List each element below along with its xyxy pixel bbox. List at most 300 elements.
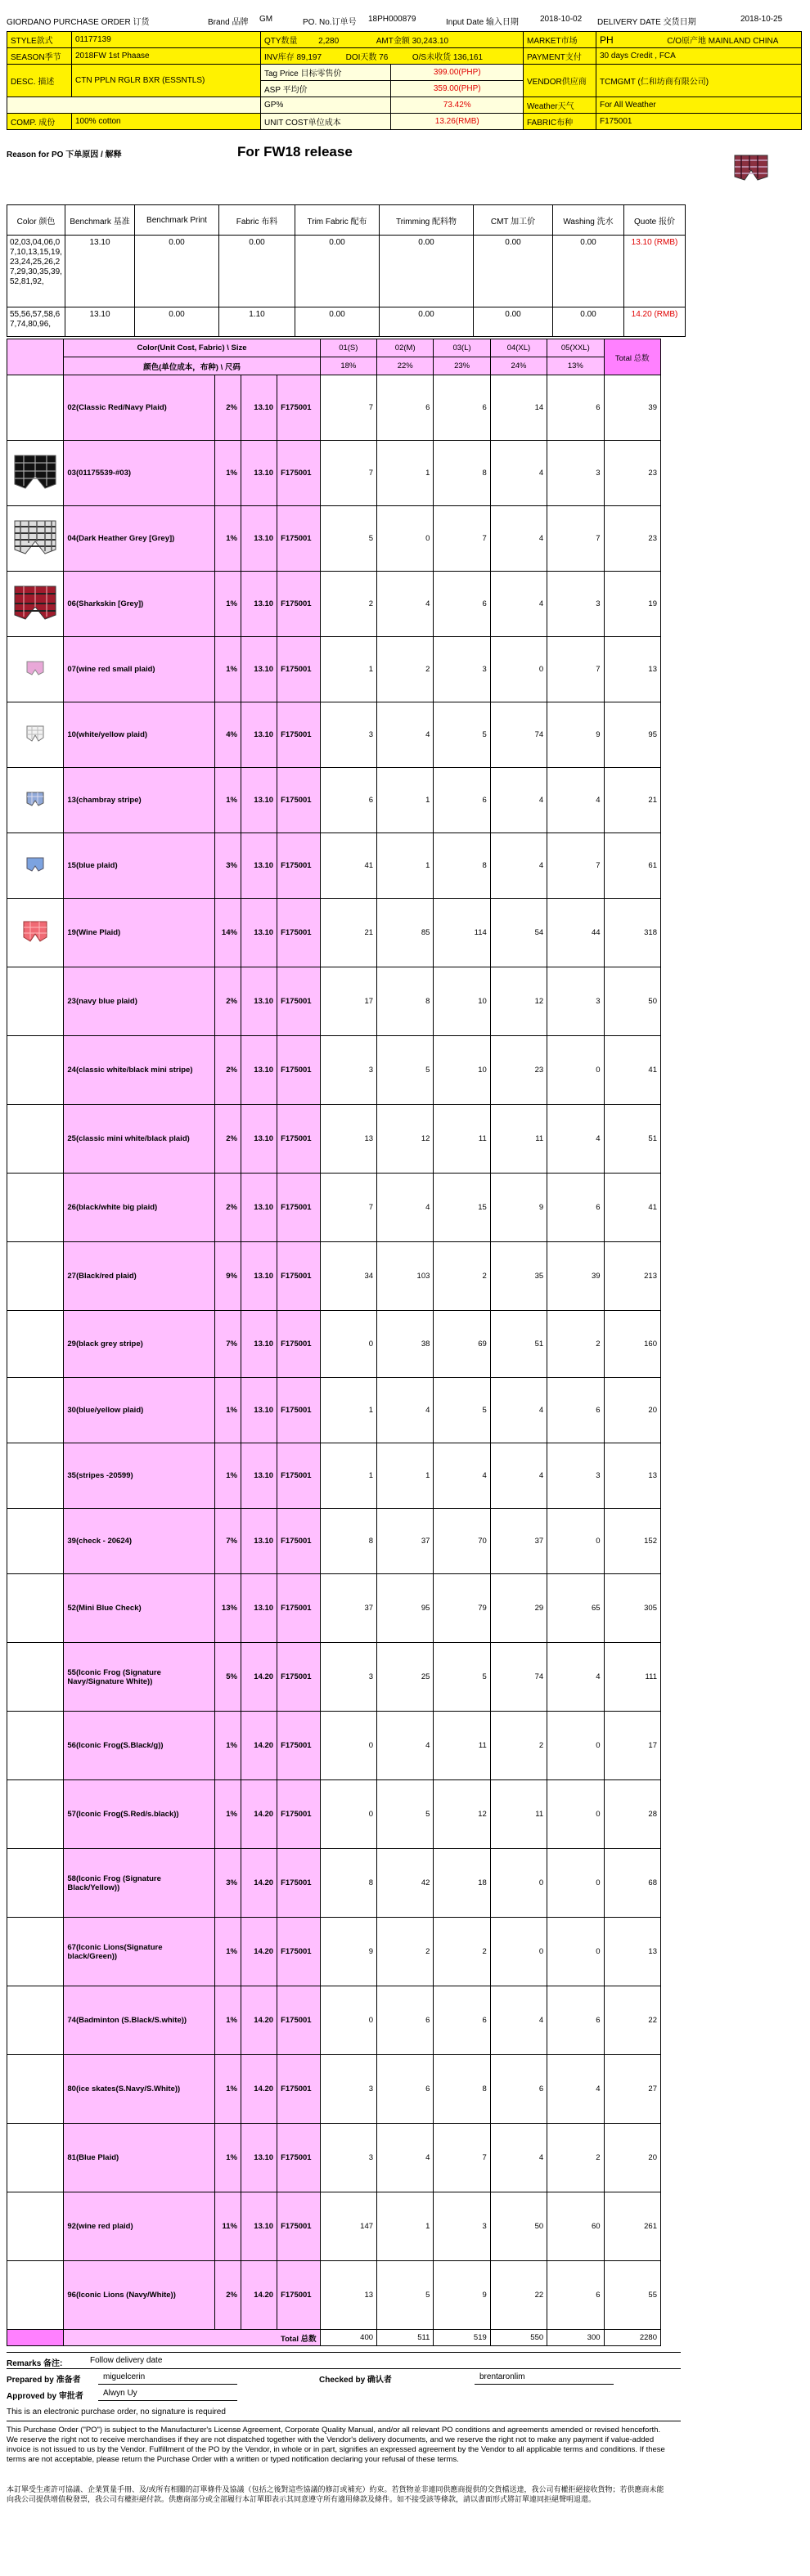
size-qty: 8 <box>377 967 434 1036</box>
color-pct: 1% <box>215 1378 241 1443</box>
size-qty: 0 <box>320 1712 376 1780</box>
size-qty: 4 <box>547 768 604 833</box>
color-cost: 13.10 <box>241 1105 277 1174</box>
quote-colors: 55,56,57,58,67,74,80,96, <box>7 307 65 337</box>
product-image-cell <box>7 1918 64 1986</box>
comp-value: 100% cotton <box>72 114 261 130</box>
swatch-coral-icon <box>23 936 47 945</box>
size-ratio: 18% <box>320 357 376 375</box>
size-qty: 3 <box>547 441 604 506</box>
color-fabric: F175001 <box>277 1986 321 2055</box>
size-qty: 12 <box>490 967 547 1036</box>
quote-cell: 0.00 <box>219 236 295 307</box>
size-qty: 1 <box>377 441 434 506</box>
table-row <box>7 1443 661 1509</box>
color-fabric: F175001 <box>277 1574 321 1643</box>
desc-value: CTN PPLN RGLR BXR (ESSNTLS) <box>72 65 261 97</box>
prepared-label: Prepared by 准备者 <box>7 2376 81 2385</box>
size-qty: 11 <box>490 1780 547 1849</box>
product-image-cell <box>7 1986 64 2055</box>
size-qty: 4 <box>490 833 547 899</box>
color-name: 30(blue/yellow plaid) <box>64 1378 215 1443</box>
delivery-date: 2018-10-25 <box>740 15 783 24</box>
comp-label: COMP. 成份 <box>7 114 72 130</box>
table-row <box>7 2055 661 2124</box>
table-row <box>7 1712 661 1780</box>
size-qty: 3 <box>434 2192 490 2261</box>
table-row <box>7 1574 661 1643</box>
color-pct: 3% <box>215 833 241 899</box>
row-total: 20 <box>604 1378 660 1443</box>
table-row <box>7 572 661 637</box>
color-name: 10(white/yellow plaid) <box>64 702 215 768</box>
size-qty: 6 <box>547 2261 604 2330</box>
table-row <box>7 833 661 899</box>
size-qty: 3 <box>320 1036 376 1105</box>
image-column-header <box>7 339 64 375</box>
size-qty: 147 <box>320 2192 376 2261</box>
size-qty: 8 <box>434 441 490 506</box>
po-number: 18PH000879 <box>368 15 416 24</box>
color-cost: 13.10 <box>241 1311 277 1378</box>
color-fabric: F175001 <box>277 1174 321 1242</box>
row-total: 261 <box>604 2192 660 2261</box>
row-total: 160 <box>604 1311 660 1378</box>
table-row <box>7 1105 661 1174</box>
size-qty: 4 <box>490 572 547 637</box>
amt-value: 30,243.10 <box>412 37 449 46</box>
quote-header: Fabric 布料 <box>219 205 295 236</box>
size-qty: 15 <box>434 1174 490 1242</box>
table-row <box>7 1311 661 1378</box>
size-qty: 13 <box>320 2261 376 2330</box>
product-image-cell <box>7 1643 64 1712</box>
asp-label: ASP 平均价 <box>261 81 391 97</box>
color-pct: 11% <box>215 2192 241 2261</box>
color-fabric: F175001 <box>277 2055 321 2124</box>
size-qty: 6 <box>547 1174 604 1242</box>
color-name: 13(chambray stripe) <box>64 768 215 833</box>
table-row <box>7 1918 661 1986</box>
remarks-text: Follow delivery date <box>90 2356 163 2365</box>
size-qty: 103 <box>377 1242 434 1311</box>
product-image-cell <box>7 1574 64 1643</box>
fabric-label: FABRIC布种 <box>524 114 596 130</box>
size-qty: 4 <box>547 1643 604 1712</box>
color-pct: 2% <box>215 1174 241 1242</box>
product-image-cell <box>7 1780 64 1849</box>
market-label: MARKET市场 <box>524 32 596 48</box>
size-qty: 4 <box>490 441 547 506</box>
color-fabric: F175001 <box>277 899 321 967</box>
size-qty: 8 <box>320 1509 376 1574</box>
size-qty: 8 <box>434 833 490 899</box>
color-cost: 13.10 <box>241 375 277 441</box>
size-qty: 6 <box>547 375 604 441</box>
product-thumbnail <box>733 154 769 182</box>
size-qty: 74 <box>490 702 547 768</box>
size-qty: 4 <box>377 2124 434 2192</box>
size-header: 04(XL) <box>490 339 547 357</box>
size-total: 519 <box>434 2330 490 2346</box>
quote-cell: 0.00 <box>553 307 624 337</box>
size-qty: 3 <box>320 1643 376 1712</box>
color-name: 55(Iconic Frog (Signature Navy/Signature White)) <box>64 1643 215 1712</box>
size-qty: 1 <box>320 1443 376 1509</box>
size-qty: 79 <box>434 1574 490 1643</box>
quote-colors: 02,03,04,06,07,10,13,15,19,23,24,25,26,27,29,30,35,39,52,81,92, <box>7 236 65 307</box>
quote-header: Quote 报价 <box>624 205 686 236</box>
size-qty: 12 <box>377 1105 434 1174</box>
color-cost: 14.20 <box>241 1986 277 2055</box>
color-pct: 1% <box>215 2124 241 2192</box>
table-row <box>7 1242 661 1311</box>
qty-value: 2,280 <box>318 37 340 46</box>
table-row <box>7 1986 661 2055</box>
size-qty: 25 <box>377 1643 434 1712</box>
size-header: 05(XXL) <box>547 339 604 357</box>
color-fabric: F175001 <box>277 2192 321 2261</box>
color-fabric: F175001 <box>277 1311 321 1378</box>
table-row <box>7 637 661 702</box>
color-fabric: F175001 <box>277 1712 321 1780</box>
electronic-note: This is an electronic purchase order, no signature is required <box>7 2408 226 2417</box>
color-cost: 13.10 <box>241 702 277 768</box>
color-name: 39(check - 20624) <box>64 1509 215 1574</box>
size-qty: 4 <box>377 702 434 768</box>
row-total: 111 <box>604 1643 660 1712</box>
table-row <box>7 1643 661 1712</box>
color-pct: 13% <box>215 1574 241 1643</box>
color-name: 06(Sharkskin [Grey]) <box>64 572 215 637</box>
color-fabric: F175001 <box>277 1849 321 1918</box>
color-cost: 14.20 <box>241 2055 277 2124</box>
color-pct: 1% <box>215 1986 241 2055</box>
product-image-cell <box>7 1242 64 1311</box>
size-header: 02(M) <box>377 339 434 357</box>
color-fabric: F175001 <box>277 967 321 1036</box>
size-qty: 5 <box>320 506 376 572</box>
size-qty: 7 <box>320 1174 376 1242</box>
row-total: 50 <box>604 967 660 1036</box>
color-cost: 14.20 <box>241 1643 277 1712</box>
color-pct: 1% <box>215 1780 241 1849</box>
color-name: 27(Black/red plaid) <box>64 1242 215 1311</box>
terms-english: This Purchase Order ("PO") is subject to the Manufacturer's License Agreement, Corporate Quality Manual, and/or all relevant PO conditions and agreements amended or revised henceforth. We reserve the right not to receive merchandises if they are not dispatched together with the Vendor's delivery documents, and we reserve the right not to make any payment if value-added invoice is not issued to us by the Vendor. Fulfillment of the PO by the Vendor, in whole or in part, signifies an expressed agreement by the Vendor to all applicable terms and conditions. If these terms are not acceptable, please return the Purchase Order with a written or typed notification declaring your refusal of these terms. <box>7 2426 665 2464</box>
color-name: 57(Iconic Frog(S.Red/s.black)) <box>64 1780 215 1849</box>
color-name: 25(classic mini white/black plaid) <box>64 1105 215 1174</box>
product-image-cell <box>7 2192 64 2261</box>
size-qty: 21 <box>320 899 376 967</box>
quote-header: Benchmark Print <box>135 205 219 236</box>
reason-label: Reason for PO 下单原因 / 解释 <box>7 150 122 159</box>
size-qty: 0 <box>547 1712 604 1780</box>
color-pct: 1% <box>215 1712 241 1780</box>
size-qty: 6 <box>547 1986 604 2055</box>
size-qty: 3 <box>547 967 604 1036</box>
swatch-pink-icon <box>26 669 44 678</box>
os-label: O/S未收货 <box>412 53 452 62</box>
size-qty: 9 <box>320 1918 376 1986</box>
table-row <box>7 506 661 572</box>
size-ratio: 13% <box>547 357 604 375</box>
quote-cell: 13.10 <box>65 236 135 307</box>
size-qty: 0 <box>547 1509 604 1574</box>
size-qty: 70 <box>434 1509 490 1574</box>
color-cost: 13.10 <box>241 899 277 967</box>
product-image-cell <box>7 2261 64 2330</box>
color-fabric: F175001 <box>277 2124 321 2192</box>
size-qty: 17 <box>320 967 376 1036</box>
size-qty: 4 <box>490 1986 547 2055</box>
brand-label: Brand 品牌 <box>208 18 249 27</box>
inv-label: INV库存 <box>264 53 295 62</box>
row-total: 13 <box>604 1443 660 1509</box>
size-qty: 85 <box>377 899 434 967</box>
color-pct: 3% <box>215 1849 241 1918</box>
color-pct: 2% <box>215 2261 241 2330</box>
quote-price: 13.10 (RMB) <box>624 236 686 307</box>
product-image-cell <box>7 1105 64 1174</box>
row-total: 318 <box>604 899 660 967</box>
size-qty: 0 <box>547 1780 604 1849</box>
quote-cell: 0.00 <box>135 236 219 307</box>
row-total: 21 <box>604 768 660 833</box>
color-fabric: F175001 <box>277 375 321 441</box>
row-total: 19 <box>604 572 660 637</box>
color-pct: 2% <box>215 967 241 1036</box>
vendor-label: VENDOR供应商 <box>524 65 596 97</box>
size-qty: 4 <box>490 506 547 572</box>
size-qty: 11 <box>434 1105 490 1174</box>
color-name: 19(Wine Plaid) <box>64 899 215 967</box>
table-row <box>7 1174 661 1242</box>
size-qty: 6 <box>434 768 490 833</box>
table-row <box>7 2261 661 2330</box>
qty-label: QTY数量 <box>264 37 298 46</box>
size-qty: 11 <box>434 1712 490 1780</box>
size-qty: 34 <box>320 1242 376 1311</box>
row-total: 28 <box>604 1780 660 1849</box>
size-qty: 4 <box>490 1378 547 1443</box>
size-qty: 0 <box>490 637 547 702</box>
doi-value: 76 <box>379 53 389 62</box>
remarks-label: Remarks 备注: <box>7 2359 63 2368</box>
size-qty: 23 <box>490 1036 547 1105</box>
color-pct: 2% <box>215 1036 241 1105</box>
color-cost: 13.10 <box>241 1443 277 1509</box>
size-ratio: 22% <box>377 357 434 375</box>
color-fabric: F175001 <box>277 1105 321 1174</box>
size-qty: 0 <box>547 1849 604 1918</box>
color-fabric: F175001 <box>277 833 321 899</box>
color-name: 52(Mini Blue Check) <box>64 1574 215 1643</box>
row-total: 20 <box>604 2124 660 2192</box>
po-label: PO. No.订单号 <box>303 18 357 27</box>
size-qty: 4 <box>547 2055 604 2124</box>
size-qty: 37 <box>320 1574 376 1643</box>
product-image-cell <box>7 637 64 702</box>
row-total: 27 <box>604 2055 660 2124</box>
row-total: 41 <box>604 1174 660 1242</box>
size-qty: 51 <box>490 1311 547 1378</box>
reason-text: For FW18 release <box>237 144 353 159</box>
size-qty: 60 <box>547 2192 604 2261</box>
color-cost: 13.10 <box>241 1378 277 1443</box>
size-qty: 114 <box>434 899 490 967</box>
color-name: 24(classic white/black mini stripe) <box>64 1036 215 1105</box>
os-value: 136,161 <box>452 53 484 62</box>
color-name: 04(Dark Heather Grey [Grey]) <box>64 506 215 572</box>
size-qty: 7 <box>547 506 604 572</box>
size-qty: 29 <box>490 1574 547 1643</box>
coo-label: C/O原产地 <box>667 37 707 46</box>
size-qty: 11 <box>490 1105 547 1174</box>
quote-cell: 0.00 <box>474 236 553 307</box>
color-cost: 13.10 <box>241 967 277 1036</box>
style-label: STYLE款式 <box>7 32 72 48</box>
size-qty: 1 <box>377 1443 434 1509</box>
size-qty: 4 <box>490 1443 547 1509</box>
size-qty: 38 <box>377 1311 434 1378</box>
size-qty: 14 <box>490 375 547 441</box>
unit-cost-value: 13.26(RMB) <box>391 114 524 130</box>
size-qty: 7 <box>547 637 604 702</box>
row-total: 55 <box>604 2261 660 2330</box>
table-row <box>7 2124 661 2192</box>
color-cost: 14.20 <box>241 2261 277 2330</box>
size-qty: 3 <box>547 572 604 637</box>
size-qty: 65 <box>547 1574 604 1643</box>
color-name: 74(Badminton (S.Black/S.white)) <box>64 1986 215 2055</box>
color-fabric: F175001 <box>277 1242 321 1311</box>
season-label: SEASON季节 <box>7 48 72 65</box>
size-qty: 5 <box>377 1036 434 1105</box>
color-pct: 1% <box>215 572 241 637</box>
color-pct: 1% <box>215 1918 241 1986</box>
table-row <box>7 441 661 506</box>
product-image-cell <box>7 1443 64 1509</box>
matrix-header-cn: 颜色(单位成本，布种) \ 尺码 <box>64 357 320 375</box>
quote-cell: 0.00 <box>474 307 553 337</box>
delivery-date-label: DELIVERY DATE 交货日期 <box>597 18 696 27</box>
color-pct: 1% <box>215 441 241 506</box>
row-total: 23 <box>604 441 660 506</box>
swatch-red-icon <box>12 615 58 624</box>
size-qty: 7 <box>547 833 604 899</box>
size-qty: 9 <box>434 2261 490 2330</box>
row-total: 41 <box>604 1036 660 1105</box>
color-fabric: F175001 <box>277 441 321 506</box>
row-total: 95 <box>604 702 660 768</box>
size-qty: 5 <box>434 702 490 768</box>
color-cost: 13.10 <box>241 833 277 899</box>
color-cost: 14.20 <box>241 1849 277 1918</box>
size-qty: 9 <box>547 702 604 768</box>
input-date-label: Input Date 输入日期 <box>446 18 519 27</box>
color-cost: 13.10 <box>241 768 277 833</box>
size-qty: 2 <box>547 1311 604 1378</box>
row-total: 152 <box>604 1509 660 1574</box>
size-qty: 8 <box>320 1849 376 1918</box>
color-name: 26(black/white big plaid) <box>64 1174 215 1242</box>
color-cost: 13.10 <box>241 506 277 572</box>
table-row <box>7 702 661 768</box>
color-cost: 13.10 <box>241 637 277 702</box>
input-date: 2018-10-02 <box>540 15 583 24</box>
color-name: 23(navy blue plaid) <box>64 967 215 1036</box>
size-qty: 6 <box>377 1986 434 2055</box>
product-image-cell <box>7 572 64 637</box>
approved-by: Alwyn Uy <box>103 2389 137 2398</box>
product-image-cell <box>7 768 64 833</box>
color-fabric: F175001 <box>277 637 321 702</box>
size-qty: 4 <box>377 572 434 637</box>
size-qty: 0 <box>490 1849 547 1918</box>
row-total: 61 <box>604 833 660 899</box>
size-qty: 4 <box>377 1378 434 1443</box>
size-qty: 12 <box>434 1780 490 1849</box>
size-qty: 0 <box>320 1311 376 1378</box>
quote-cell: 0.00 <box>295 307 380 337</box>
swatch-blue-icon <box>26 800 44 809</box>
size-qty: 0 <box>547 1918 604 1986</box>
quote-cell: 0.00 <box>295 236 380 307</box>
size-qty: 7 <box>434 506 490 572</box>
color-name: 07(wine red small plaid) <box>64 637 215 702</box>
size-qty: 22 <box>490 2261 547 2330</box>
size-qty: 6 <box>434 375 490 441</box>
color-pct: 2% <box>215 1105 241 1174</box>
size-header: 01(S) <box>320 339 376 357</box>
size-qty: 6 <box>320 768 376 833</box>
size-qty: 7 <box>434 2124 490 2192</box>
color-pct: 1% <box>215 506 241 572</box>
brand-value: GM <box>259 15 273 24</box>
row-total: 22 <box>604 1986 660 2055</box>
size-qty: 7 <box>320 441 376 506</box>
color-name: 02(Classic Red/Navy Plaid) <box>64 375 215 441</box>
totals-row <box>7 2330 661 2346</box>
checked-by: brentaronlim <box>479 2372 525 2381</box>
color-cost: 13.10 <box>241 572 277 637</box>
quote-cell: 0.00 <box>380 307 474 337</box>
color-fabric: F175001 <box>277 1509 321 1574</box>
approved-label: Approved by 审批者 <box>7 2392 83 2401</box>
total-header: Total 总数 <box>604 339 660 375</box>
size-qty: 41 <box>320 833 376 899</box>
payment-value: 30 days Credit , FCA <box>596 48 802 65</box>
size-qty: 3 <box>434 637 490 702</box>
row-total: 39 <box>604 375 660 441</box>
asp-value: 359.00(PHP) <box>391 81 524 97</box>
inv-value: 89,197 <box>296 53 322 62</box>
size-qty: 3 <box>320 2055 376 2124</box>
size-total: 550 <box>490 2330 547 2346</box>
size-qty: 5 <box>434 1643 490 1712</box>
table-row <box>7 899 661 967</box>
gp-value: 73.42% <box>391 97 524 114</box>
color-pct: 1% <box>215 637 241 702</box>
size-qty: 54 <box>490 899 547 967</box>
table-row <box>7 1509 661 1574</box>
color-name: 03(01175539-#03) <box>64 441 215 506</box>
size-qty: 6 <box>377 2055 434 2124</box>
size-qty: 4 <box>490 768 547 833</box>
size-qty: 69 <box>434 1311 490 1378</box>
color-cost: 13.10 <box>241 2124 277 2192</box>
color-name: 67(Iconic Lions(Signature black/Green)) <box>64 1918 215 1986</box>
